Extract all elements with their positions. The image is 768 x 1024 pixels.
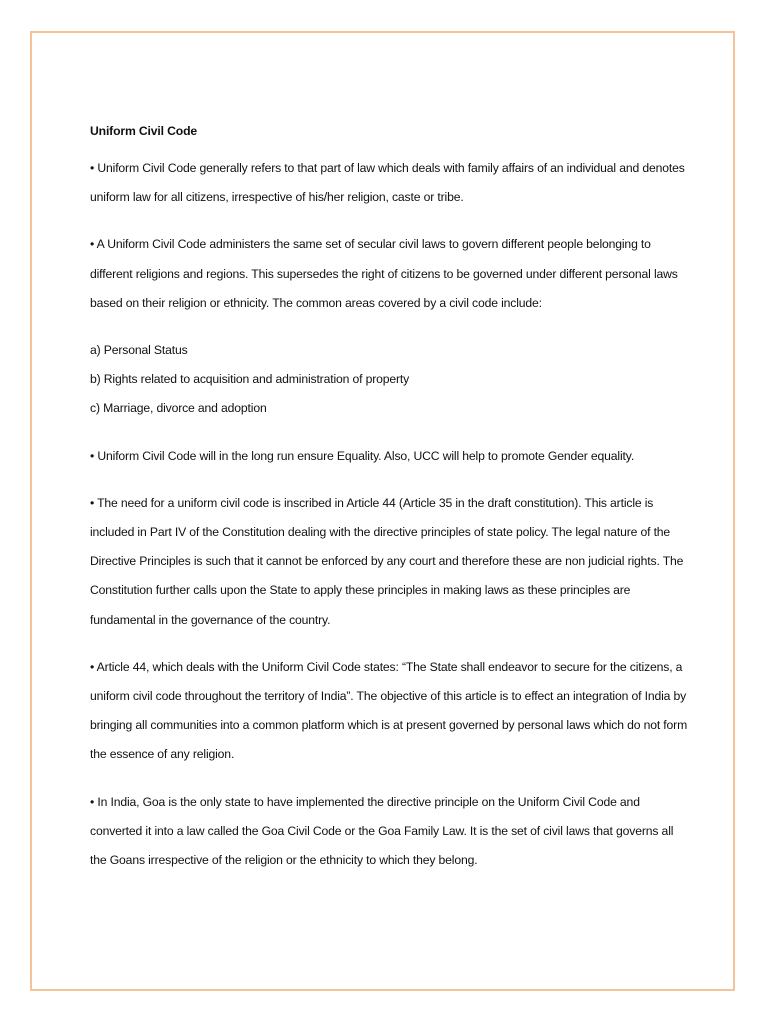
list-item: a) Personal Status xyxy=(90,343,188,358)
paragraph-equality: • Uniform Civil Code will in the long run ensure Equality. Also, UCC will help to promote Gender equality. xyxy=(90,448,635,463)
paragraph-article-44-text: • Article 44, which deals with the Uniform Civil Code states: “The State shall endeavor to secure for the citizens, a uniform civil code throughout the territory of India”. The objective of this article is to effect an integration of India by bringing all communities into a common platform which is at present governed by personal laws which do not form the essence of any religion. xyxy=(90,659,688,762)
list-item: c) Marriage, divorce and adoption xyxy=(90,401,267,416)
covered-areas-list xyxy=(90,336,690,424)
paragraph-definition: • Uniform Civil Code generally refers to that part of law which deals with family affairs of an individual and denotes uniform law for all citizens, irrespective of his/her religion, caste or tribe. xyxy=(90,161,685,205)
document-title: Uniform Civil Code xyxy=(90,124,197,138)
paragraph-goa-civil-code: • In India, Goa is the only state to have implemented the directive principle on the Uniform Civil Code and converted it into a law called the Goa Civil Code or the Goa Family Law. It is the set of civil laws that governs all the Goans irrespective of the religion or the ethnicity to which they belong. xyxy=(90,794,674,868)
paragraph-article-44-need: • The need for a uniform civil code is inscribed in Article 44 (Article 35 in the draft constitution). This article is included in Part IV of the Constitution dealing with the directive principles of state policy. The legal nature of the Directive Principles is such that it cannot be enforced by any court and therefore these are non judicial rights. The Constitution further calls upon the State to apply these principles in making laws as these principles are fundamental in the governance of the country. xyxy=(90,495,684,627)
paragraph-secular-laws: • A Uniform Civil Code administers the same set of secular civil laws to govern different people belonging to different religions and regions. This supersedes the right of citizens to be governed under different personal laws based on their religion or ethnicity. The common areas covered by a civil code include: xyxy=(90,237,678,310)
list-item: b) Rights related to acquisition and administration of property xyxy=(90,372,410,387)
document-body xyxy=(90,122,690,875)
